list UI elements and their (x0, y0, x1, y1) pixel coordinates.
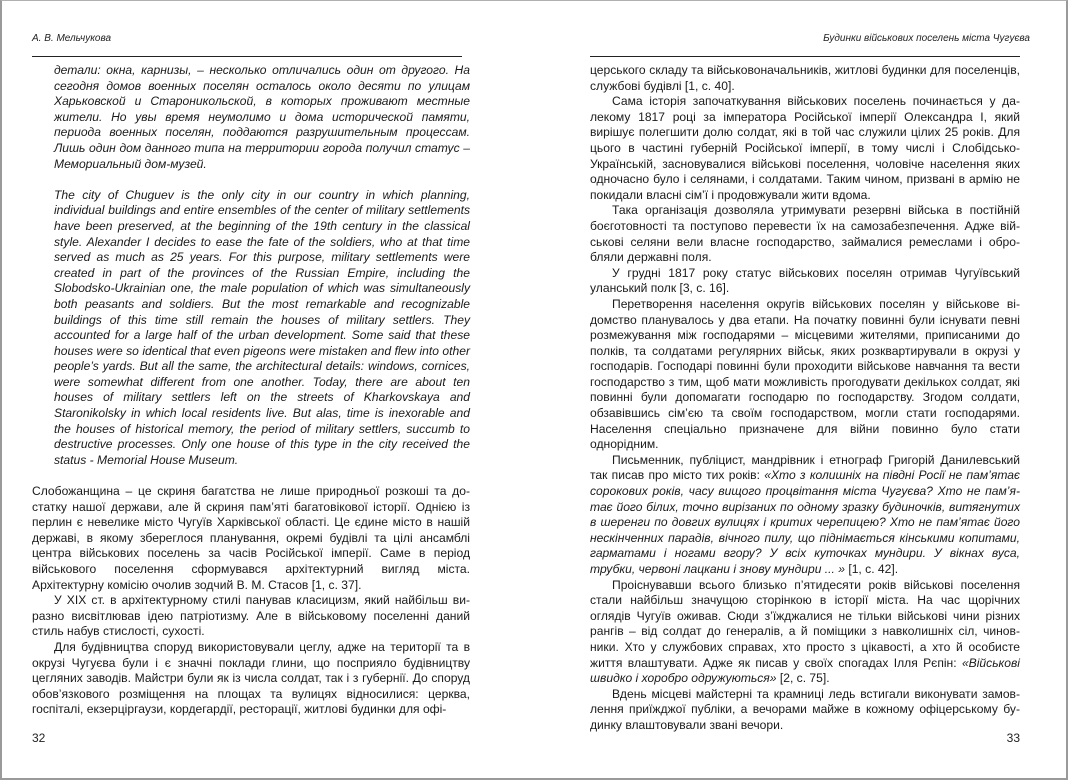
repin-quote: «Військові швидко і хоробро одружуються» (590, 655, 1020, 686)
right-page-body (590, 63, 1020, 734)
paragraph: У грудні 1817 року статус військових поселян отримав Чугуївський уланський полк [3, с. 16]. (590, 265, 1020, 296)
running-head-title: Будинки військових поселень міста Чугуєва (823, 33, 1030, 44)
paragraph-with-quote (590, 578, 1020, 687)
citation: [1, с. 42]. (844, 562, 899, 576)
english-abstract: The city of Chuguev is the only city in our country in which planning, individual buildings and entire ensembles of the center of military settlements have been preserved, at the beginning of the 19th century in the classical style. Alexander I decides to ease the fate of the soldiers, who at that time served as much as 25 years. For this purpose, military settlements were created in part of the provinces of the Russian Empire, including the Slobodsko-Ukrainian one, the male population of which was simultaneously both peasants and soldiers. But the most remarkable and recognizable buildings of this time still remain the houses of military settlers. They accounted for a large half of the urban development. Some said that these houses were so identical that even pigeons were mistaken and flew into other people’s yards. But all the same, the architectural details: windows, cornices, were somewhat different from one another. Today, there are about ten houses of military settlers left on the streets of Kharkovskaya and Staronikolsky in which local residents live. But alas, time is inexorable and the houses of historical memory, the period of military settlers, succumb to destructive processes. Only one house of this type in the city received the status - Memorial House Museum. (54, 187, 470, 467)
page-number: 33 (1006, 731, 1020, 745)
left-page-body (32, 63, 470, 718)
paragraph: Слобожанщина – це скриня багатства не лише природньої розкоші та достатку нашої держави, але й скриня пам’яті багатовікової історії. Однією із перлин є невелике місто Чугуїв Харківської області. Це єдине місто в нашій державі, в якому збереглося планування, окремі будівлі та цілі ансамблі центра військових поселень за часів Російської імперії. Саме в період військового поселення сформувався архітектурний вигляд міста. Архітектурну комісію очолив зодчий В. М. Стасов [1, с. 37]. (32, 484, 470, 592)
paragraph: церського складу та військовоначальників, житлові будинки для поселенців, службові будівлі [1, с. 40]. (590, 63, 1020, 93)
header-rule (590, 56, 1020, 57)
right-page (534, 0, 1068, 781)
abstract-spacer (32, 468, 470, 484)
header-rule (32, 56, 462, 57)
russian-abstract-end: детали: окна, карнизы, – несколько отличались один от другого. На сегодня домов военных поселян осталось около десяти по улицам Харьковской и Староникольской, в которых проживают местные жители. Но увы время неумолимо и дома исторической памяти, периода военных поселян, поддаются разрушительным процессам. Лишь один дом данного типа на территории города получил статус – Мемориальный дом-музей. (54, 63, 470, 171)
paragraph-with-quote (590, 453, 1020, 578)
running-head-author: А. В. Мельчукова (32, 33, 112, 44)
paragraph: Перетворення населення округів військових поселян у військове відомство планувалось у два етапи. На початку повинні були існувати певні розмежування між господарями – місцевими жителями, приписаними до полків, та солдатами регулярних військ, яких розквартирували в окрузі у господарів. Господарі повинні були проходити військове навчання та вести господарство з тим, щоб мати можливість прогодувати декількох солдат, які повинні були допомагати господарю по господарству. Згодом солдати, обзавівшись сім’єю та своїм господарством, могли стати господарями. Населення спеціально призначене для війни повинно було стати однорідним. (590, 296, 1020, 452)
paragraph: Сама історія започаткування військових поселень починається у далекому 1817 році за імператора Російської імперії Олександра І, який вирішує полегшити долю солдат, які в той час служили цілих 25 років. Для цього в частині губерній Російської імперії, в тому числі і Слобідсько-Українській, засновувалися військові поселення, чоловіче населення яких одночасно було і селянами, і солдатами. Таким чином, призвані в армію не покидали власні сім’ї і продовжували жити вдома. (590, 94, 1020, 202)
paragraph-lead: Проіснувавши всього близько п’ятидесяти років військові поселення стали найбільш значущою сторінкою в історії міста. На час щорічних оглядів Чугуїв оживав. Сюди з’їжджалися не тільки військові чини різних рангів – від солдат до генералів, а й поміщики з навколишніх сіл, чиновники. Хто у службових справах, хто просто з цікавості, а хто й особисте життя влаштувати. Адже як писав у своїх спогадах Ілля Рєпін: (590, 577, 1020, 670)
paragraph: У ХІХ ст. в архітектурному стилі панував класицизм, який найбільш виразно висвітлював ідею патріотизму. Але в військовому поселенні даний стиль набув стислості, сухості. (32, 593, 470, 639)
page-number: 32 (32, 731, 46, 745)
citation: [2, с. 75]. (776, 671, 830, 686)
paragraph: Така організація дозволяла утримувати резервні війська в постійній боєготовності та поступово перевести їх на самозабезпечення. Адже військові селяни вели власне господарство, займалися ремеслами і обробляли державні поля. (590, 203, 1020, 265)
paragraph: Вдень місцеві майстерні та крамниці ледь встигали виконувати замовлення приїжджої публіки, а вечорами майже в кожному офіцерському будинку влаштовували звані вечори. (590, 686, 1020, 732)
danilevsky-quote: «Хто з колишніх на півдні Росії не пам’ятає сорокових років, часу вищого процвітання міста Чугуєва? Хто не пам’ятає його білих, точно вирізаних по одному зразку будиночків, витягнутих в шеренги по довгих вулицях і критих черепицею? Хто не пам’ятає його нескінченних парадів, вічного пилу, що піднімається кінськими копитами, гарматами і ногами вгору? У всіх куточках мундири. У вікнах вуса, трубки, червоні лацкани і знову мундири ... » (590, 468, 1020, 576)
paragraph: Для будівництва споруд використовували цеглу, адже на території та в окрузі Чугуєва були і є значні поклади глини, що посприяло будівництву цегляних заводів. Майстри були як із числа солдат, так і з губернії. До споруд обов’язкового розміщення на площах та вулицях відносилися: церква, госпіталі, екзерціргаузи, кордегардії, ресторації, житлові будинки для офі- (32, 639, 470, 717)
paragraph-lead: Письменник, публіцист, мандрівник і етнограф Григорій Данилевський так писав про місто тих років: (590, 452, 1020, 483)
abstract-block (54, 63, 470, 468)
